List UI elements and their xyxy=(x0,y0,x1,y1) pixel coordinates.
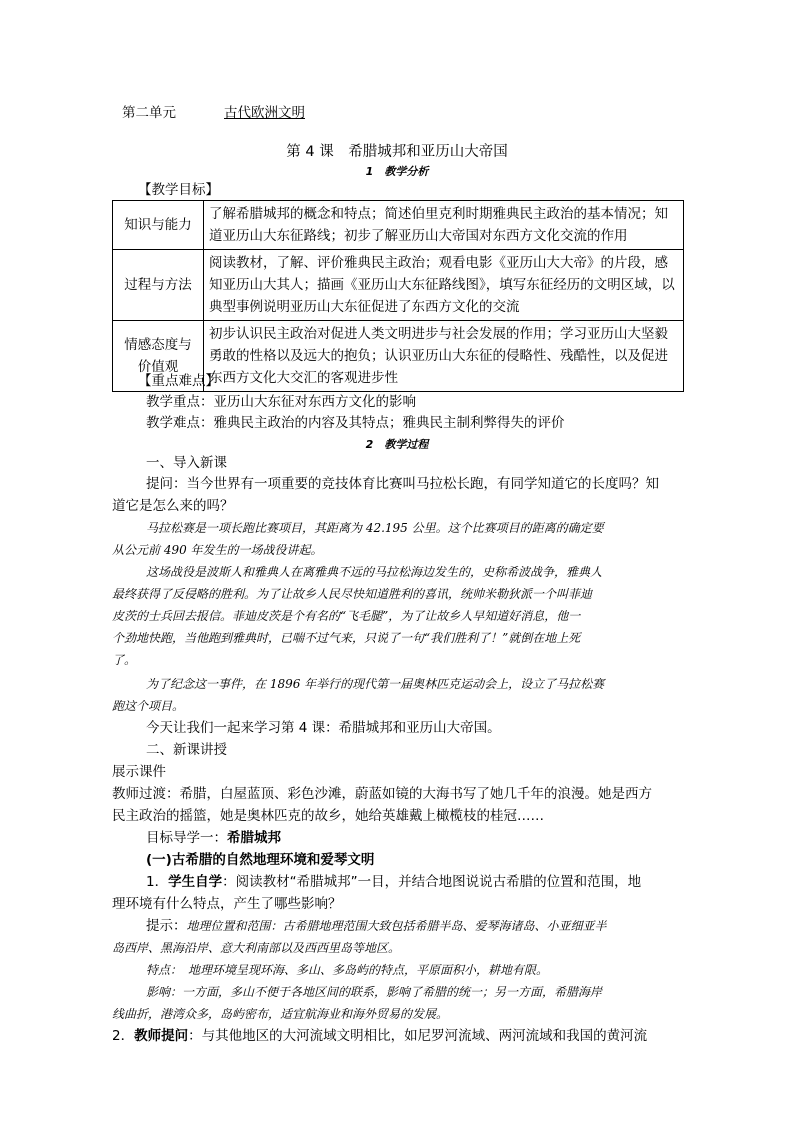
impact-text: 线曲折，港湾众多，岛屿密布，适宜航海业和海外贸易的发展。 xyxy=(112,1007,449,1021)
teacher-question xyxy=(112,1025,647,1047)
hint-text: 岛西岸、黑海沿岸、意大利南部以及西西里岛等地区。 xyxy=(112,941,401,955)
intro-heading: 一、导入新课 xyxy=(146,455,227,471)
story-text: 最终获得了反侵略的胜利。为了让故乡人民尽快知道胜利的喜讯，统帅米勒狄派一个叫菲迪 xyxy=(112,587,593,601)
item-number: 2． xyxy=(112,1028,135,1044)
target-title: 希腊城邦 xyxy=(227,830,281,846)
subsection-heading: (一)古希腊的自然地理环境和爱琴文明 xyxy=(146,852,375,868)
item-text: ：与其他地区的大河流域文明相比，如尼罗河流域、两河流域和我国的黄河流 xyxy=(188,1028,648,1044)
teacher-transition: 教师过渡：希腊，白屋蓝顶、彩色沙滩，蔚蓝如镜的大海书写了她几千年的浪漫。她是西方 xyxy=(112,786,652,802)
show-courseware: 展示课件 xyxy=(112,764,166,780)
item-text: ：阅读教材“希腊城邦”一目，并结合地图说说古希腊的位置和范围，地 xyxy=(222,874,642,890)
goal-text: 初步认识民主政治对促进人类文明进步与社会发展的作用；学习亚历山大坚毅勇敢的性格以及远大的抱负；认识亚历山大东征的侵略性、残酷性，以及促进东西方文化大交汇的客观进步性 xyxy=(204,321,684,392)
story-text: 从公元前 490 年发生的一场战役讲起。 xyxy=(112,543,323,557)
unit-title: 古代欧洲文明 xyxy=(224,105,305,121)
story-text: 个劲地快跑，当他跑到雅典时，已喘不过气来，只说了一句“我们胜利了！”就倒在地上死 xyxy=(112,631,581,645)
section-heading-analysis: 1 教学分析 xyxy=(365,165,429,178)
hint-body: 地理位置和范围：古希腊地理范围大致包括希腊半岛、爱琴海诸岛、小亚细亚半 xyxy=(186,919,607,933)
goal-label: 情感态度与价值观 xyxy=(113,321,204,392)
hint-text xyxy=(146,915,607,937)
lesson-title: 第 4 课 希腊城邦和亚历山大帝国 xyxy=(286,144,508,160)
impact-text: 影响：一方面，多山不便于各地区间的联系，影响了希腊的统一；另一方面，希腊海岸 xyxy=(146,985,603,999)
story-text: 马拉松赛是一项长跑比赛项目，其距离为 42.195 公里。这个比赛项目的距离的确定要 xyxy=(146,521,604,535)
intro-question: 道它是怎么来的吗？ xyxy=(112,498,234,514)
teacher-transition: 民主政治的摇篮，她是奥林匹克的故乡，她给英雄戴上橄榄枝的桂冠…… xyxy=(112,808,544,824)
target-prefix: 目标导学一： xyxy=(146,830,227,846)
story-text: 为了纪念这一事件，在 1896 年举行的现代第一届奥林匹克运动会上，设立了马拉松赛 xyxy=(146,677,605,691)
unit-header xyxy=(122,101,305,121)
intro-question: 提问：当今世界有一项重要的竞技体育比赛叫马拉松长跑，有同学知道它的长度吗？知 xyxy=(146,476,659,492)
key-label: 【重点难点】 xyxy=(138,373,219,389)
unit-number: 第二单元 xyxy=(122,105,176,121)
goal-label: 过程与方法 xyxy=(113,250,204,321)
item-keyword: 学生自学 xyxy=(168,874,223,890)
key-point: 教学重点：亚历山大东征对东西方文化的影响 xyxy=(146,394,416,410)
goals-label: 【教学目标】 xyxy=(138,182,219,198)
feature-text: 特点： 地理环境呈现环海、多山、多岛屿的特点，平原面积小，耕地有限。 xyxy=(146,963,549,977)
goal-text: 了解希腊城邦的概念和特点；简述伯里克利时期雅典民主政治的基本情况；知道亚历山大东征路线；初步了解亚历山大帝国对东西方文化交流的作用 xyxy=(204,201,684,250)
story-text: 皮茨的士兵回去报信。菲迪皮茨是个有名的“飞毛腿”，为了让故乡人早知道好消息，他一 xyxy=(112,609,581,623)
self-study-question: 理环境有什么特点，产生了哪些影响？ xyxy=(112,896,342,912)
story-text: 了。 xyxy=(112,653,137,667)
target-guide xyxy=(146,827,281,849)
goal-label: 知识与能力 xyxy=(113,201,204,250)
item-number: 1． xyxy=(146,874,169,890)
table-row xyxy=(113,250,684,321)
story-text: 跑这个项目。 xyxy=(112,699,185,713)
goal-text: 阅读教材，了解、评价雅典民主政治；观看电影《亚历山大大帝》的片段，感知亚历山大其人；描画《亚历山大东征路线图》，填写东征经历的文明区域，以典型事例说明亚历山大东征促进了东西方文化的交流 xyxy=(204,250,684,321)
item-keyword: 教师提问 xyxy=(134,1028,189,1044)
section-heading-process: 2 教学过程 xyxy=(365,438,429,451)
new-lesson-heading: 二、新课讲授 xyxy=(146,742,227,758)
table-row xyxy=(113,201,684,250)
hint-label: 提示： xyxy=(146,918,187,934)
goals-table xyxy=(112,200,684,392)
self-study-question xyxy=(146,871,641,893)
difficult-point: 教学难点：雅典民主政治的内容及其特点；雅典民主制利弊得失的评价 xyxy=(146,415,565,431)
story-text: 这场战役是波斯人和雅典人在离雅典不远的马拉松海边发生的，史称希波战争，雅典人 xyxy=(146,565,603,579)
intro-end: 今天让我们一起来学习第 4 课：希腊城邦和亚历山大帝国。 xyxy=(146,720,501,736)
